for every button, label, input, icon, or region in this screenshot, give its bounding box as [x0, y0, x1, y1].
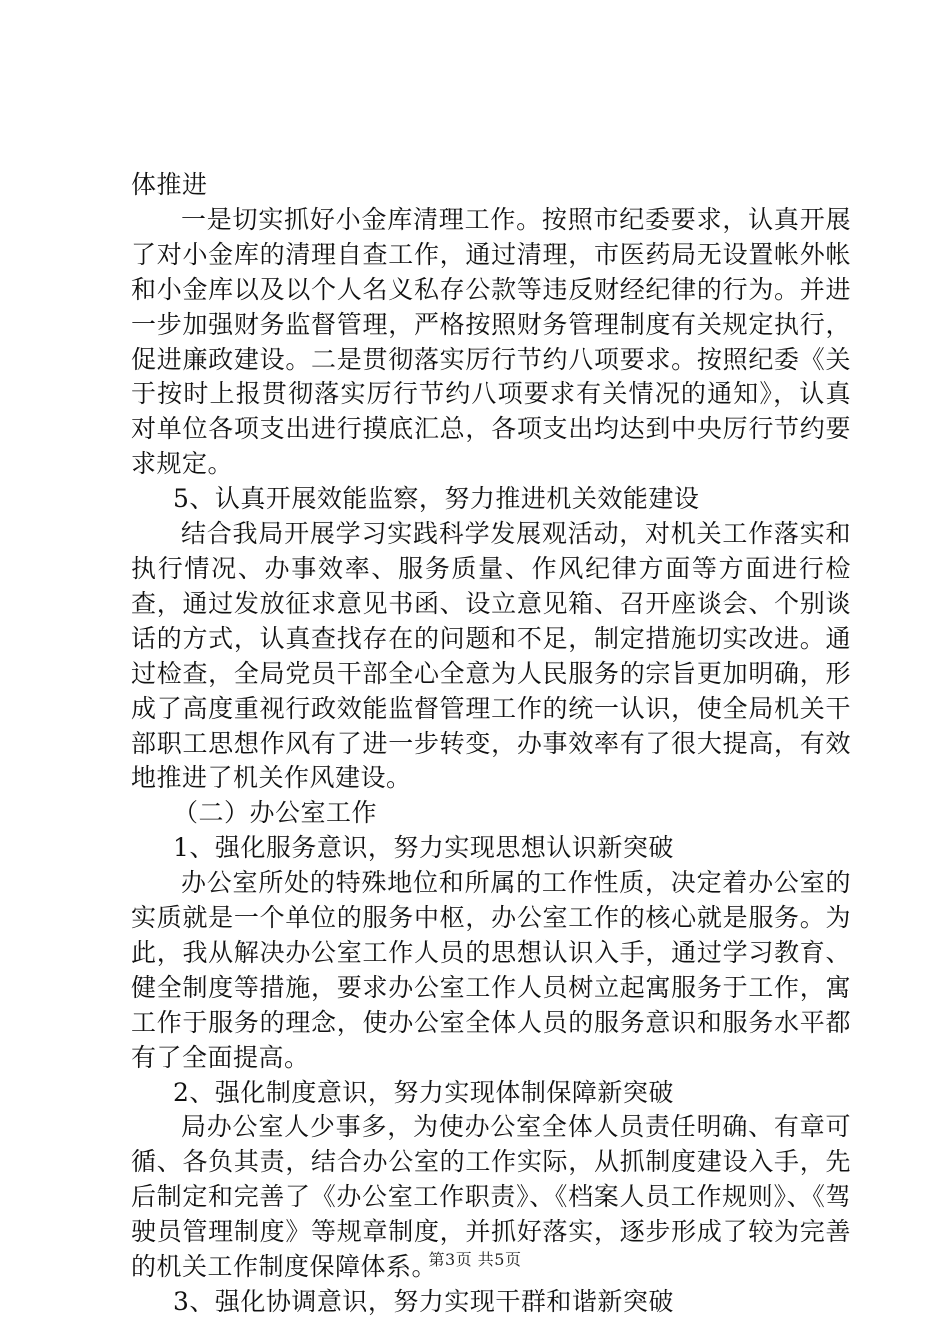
section-heading-office-work: （二）办公室工作 — [173, 798, 378, 828]
document-body — [131, 168, 851, 1320]
paragraph-efficiency-inspection: 结合我局开展学习实践科学发展观活动，对机关工作落实和执行情况、办事效率、服务质量、作风纪律方面等方面进行检查，通过发放征求意见书函、设立意见箱、召开座谈会、个别谈话的方式，认真查找存在的问题和不足，制定措施切实改进。通过检查，全局党员干部全心全意为人民服务的宗旨更加明确，形成了高度重视行政效能监督管理工作的统一认识，使全局机关干部职工思想作风有了进一步转变，办事效率有了很大提高，有效地推进了机关作风建设。 — [131, 519, 851, 793]
paragraph-service-awareness: 办公室所处的特殊地位和所属的工作性质，决定着办公室的实质就是一个单位的服务中枢，办公室工作的核心就是服务。为此，我从解决办公室工作人员的思想认识入手，通过学习教育、健全制度等措施，要求办公室工作人员树立起寓服务于工作，寓工作于服务的理念，使办公室全体人员的服务意识和服务水平都有了全面提高。 — [131, 868, 851, 1072]
paragraph-treasury-cleanup: 一是切实抓好小金库清理工作。按照市纪委要求，认真开展了对小金库的清理自查工作，通过清理，市医药局无设置帐外帐和小金库以及以个人名义私存公款等违反财经纪律的行为。并进一步加强财务监督管理，严格按照财务管理制度有关规定执行，促进廉政建设。二是贯彻落实厉行节约八项要求。按照纪委《关于按时上报贯彻落实厉行节约八项要求有关情况的通知》，认真对单位各项支出进行摸底汇总，各项支出均达到中央厉行节约要求规定。 — [131, 204, 851, 479]
section-heading-coordination: 3、强化协调意识，努力实现干群和谐新突破 — [173, 1287, 674, 1316]
paragraph-system-awareness: 局办公室人少事多，为使办公室全体人员责任明确、有章可循、各负其责，结合办公室的工作实际，从抓制度建设入手，先后制定和完善了《办公室工作职责》、《档案人员工作规则》、《驾驶员管理制度》等规章制度，并抓好落实，逐步形成了较为完善的机关工作制度保障体系。 — [131, 1112, 851, 1282]
paragraph-continuation: 体推进 — [131, 170, 208, 199]
page-number-footer: 第3页 共5页 — [428, 1250, 522, 1269]
section-heading-efficiency: 5、认真开展效能监察，努力推进机关效能建设 — [173, 484, 700, 514]
section-heading-service: 1、强化服务意识，努力实现思想认识新突破 — [173, 833, 674, 863]
section-heading-system: 2、强化制度意识，努力实现体制保障新突破 — [173, 1077, 674, 1107]
